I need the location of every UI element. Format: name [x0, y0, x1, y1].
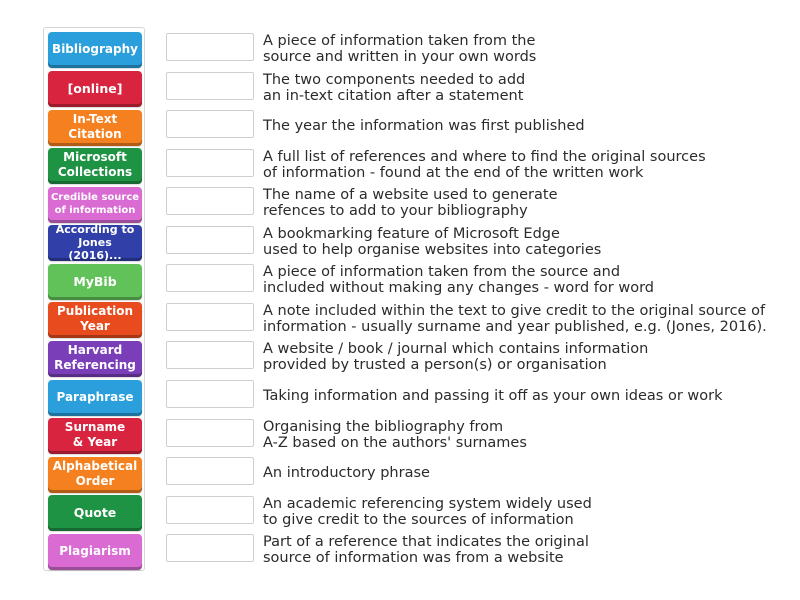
- match-description: The name of a website used to generate refences to add to your bibliography: [263, 187, 558, 219]
- match-row: [166, 457, 786, 489]
- drop-slot[interactable]: [166, 380, 254, 408]
- match-description: An academic referencing system widely used to give credit to the sources of information: [263, 496, 592, 528]
- match-description: A piece of information taken from the source and written in your own words: [263, 33, 537, 65]
- drop-slot[interactable]: [166, 264, 254, 292]
- match-description: Part of a reference that indicates the original source of information was from a website: [263, 534, 589, 566]
- drop-slot[interactable]: [166, 226, 254, 254]
- match-row: [166, 72, 786, 104]
- match-description: Taking information and passing it off as your own ideas or work: [263, 388, 723, 404]
- match-row: [166, 187, 786, 219]
- tile-alphabetical-order[interactable]: Alphabetical Order: [48, 457, 142, 493]
- tile-credible-source[interactable]: Credible source of information: [48, 187, 142, 223]
- match-description: A website / book / journal which contains information provided by trusted a person(s) or organisation: [263, 341, 649, 373]
- drop-slot[interactable]: [166, 496, 254, 524]
- match-description: The two components needed to add an in-text citation after a statement: [263, 72, 526, 104]
- drop-slot[interactable]: [166, 110, 254, 138]
- tile-harvard-referencing[interactable]: Harvard Referencing: [48, 341, 142, 377]
- drop-slot[interactable]: [166, 149, 254, 177]
- match-row: [166, 110, 786, 142]
- match-row: [166, 419, 786, 451]
- match-description: A note included within the text to give credit to the original source of information - usually surname and year published, e.g. (Jones, 2016).: [263, 303, 767, 335]
- match-description: An introductory phrase: [263, 465, 430, 481]
- tile-surname-year[interactable]: Surname & Year: [48, 418, 142, 454]
- match-row: [166, 496, 786, 528]
- tile-in-text-citation[interactable]: In-Text Citation: [48, 110, 142, 146]
- match-description: A piece of information taken from the source and included without making any changes - word for word: [263, 264, 654, 296]
- tile-according-to-jones[interactable]: According to Jones (2016)...: [48, 225, 142, 261]
- match-row: [166, 33, 786, 65]
- tile-publication-year[interactable]: Publication Year: [48, 302, 142, 338]
- match-description: The year the information was first published: [263, 118, 585, 134]
- match-row: [166, 264, 786, 296]
- tile-microsoft-collections[interactable]: Microsoft Collections: [48, 148, 142, 184]
- drop-slot[interactable]: [166, 457, 254, 485]
- tile-bank: [43, 27, 145, 571]
- tile-bibliography[interactable]: Bibliography: [48, 32, 142, 68]
- tile-plagiarism[interactable]: Plagiarism: [48, 534, 142, 570]
- tile-paraphrase[interactable]: Paraphrase: [48, 380, 142, 416]
- drop-slot[interactable]: [166, 72, 254, 100]
- match-row: [166, 534, 786, 566]
- match-row: [166, 303, 786, 335]
- match-row: [166, 341, 786, 373]
- tile-mybib[interactable]: MyBib: [48, 264, 142, 300]
- tile-quote[interactable]: Quote: [48, 495, 142, 531]
- match-row: [166, 380, 786, 412]
- match-description: Organising the bibliography from A-Z based on the authors' surnames: [263, 419, 527, 451]
- drop-slot[interactable]: [166, 33, 254, 61]
- match-row: [166, 226, 786, 258]
- match-description: A full list of references and where to find the original sources of information - found at the end of the written work: [263, 149, 706, 181]
- drop-slot[interactable]: [166, 303, 254, 331]
- drop-slot[interactable]: [166, 534, 254, 562]
- drop-slot[interactable]: [166, 419, 254, 447]
- drop-slot[interactable]: [166, 187, 254, 215]
- match-description: A bookmarking feature of Microsoft Edge used to help organise websites into categories: [263, 226, 602, 258]
- match-row: [166, 149, 786, 181]
- drop-slot[interactable]: [166, 341, 254, 369]
- tile-online[interactable]: [online]: [48, 71, 142, 107]
